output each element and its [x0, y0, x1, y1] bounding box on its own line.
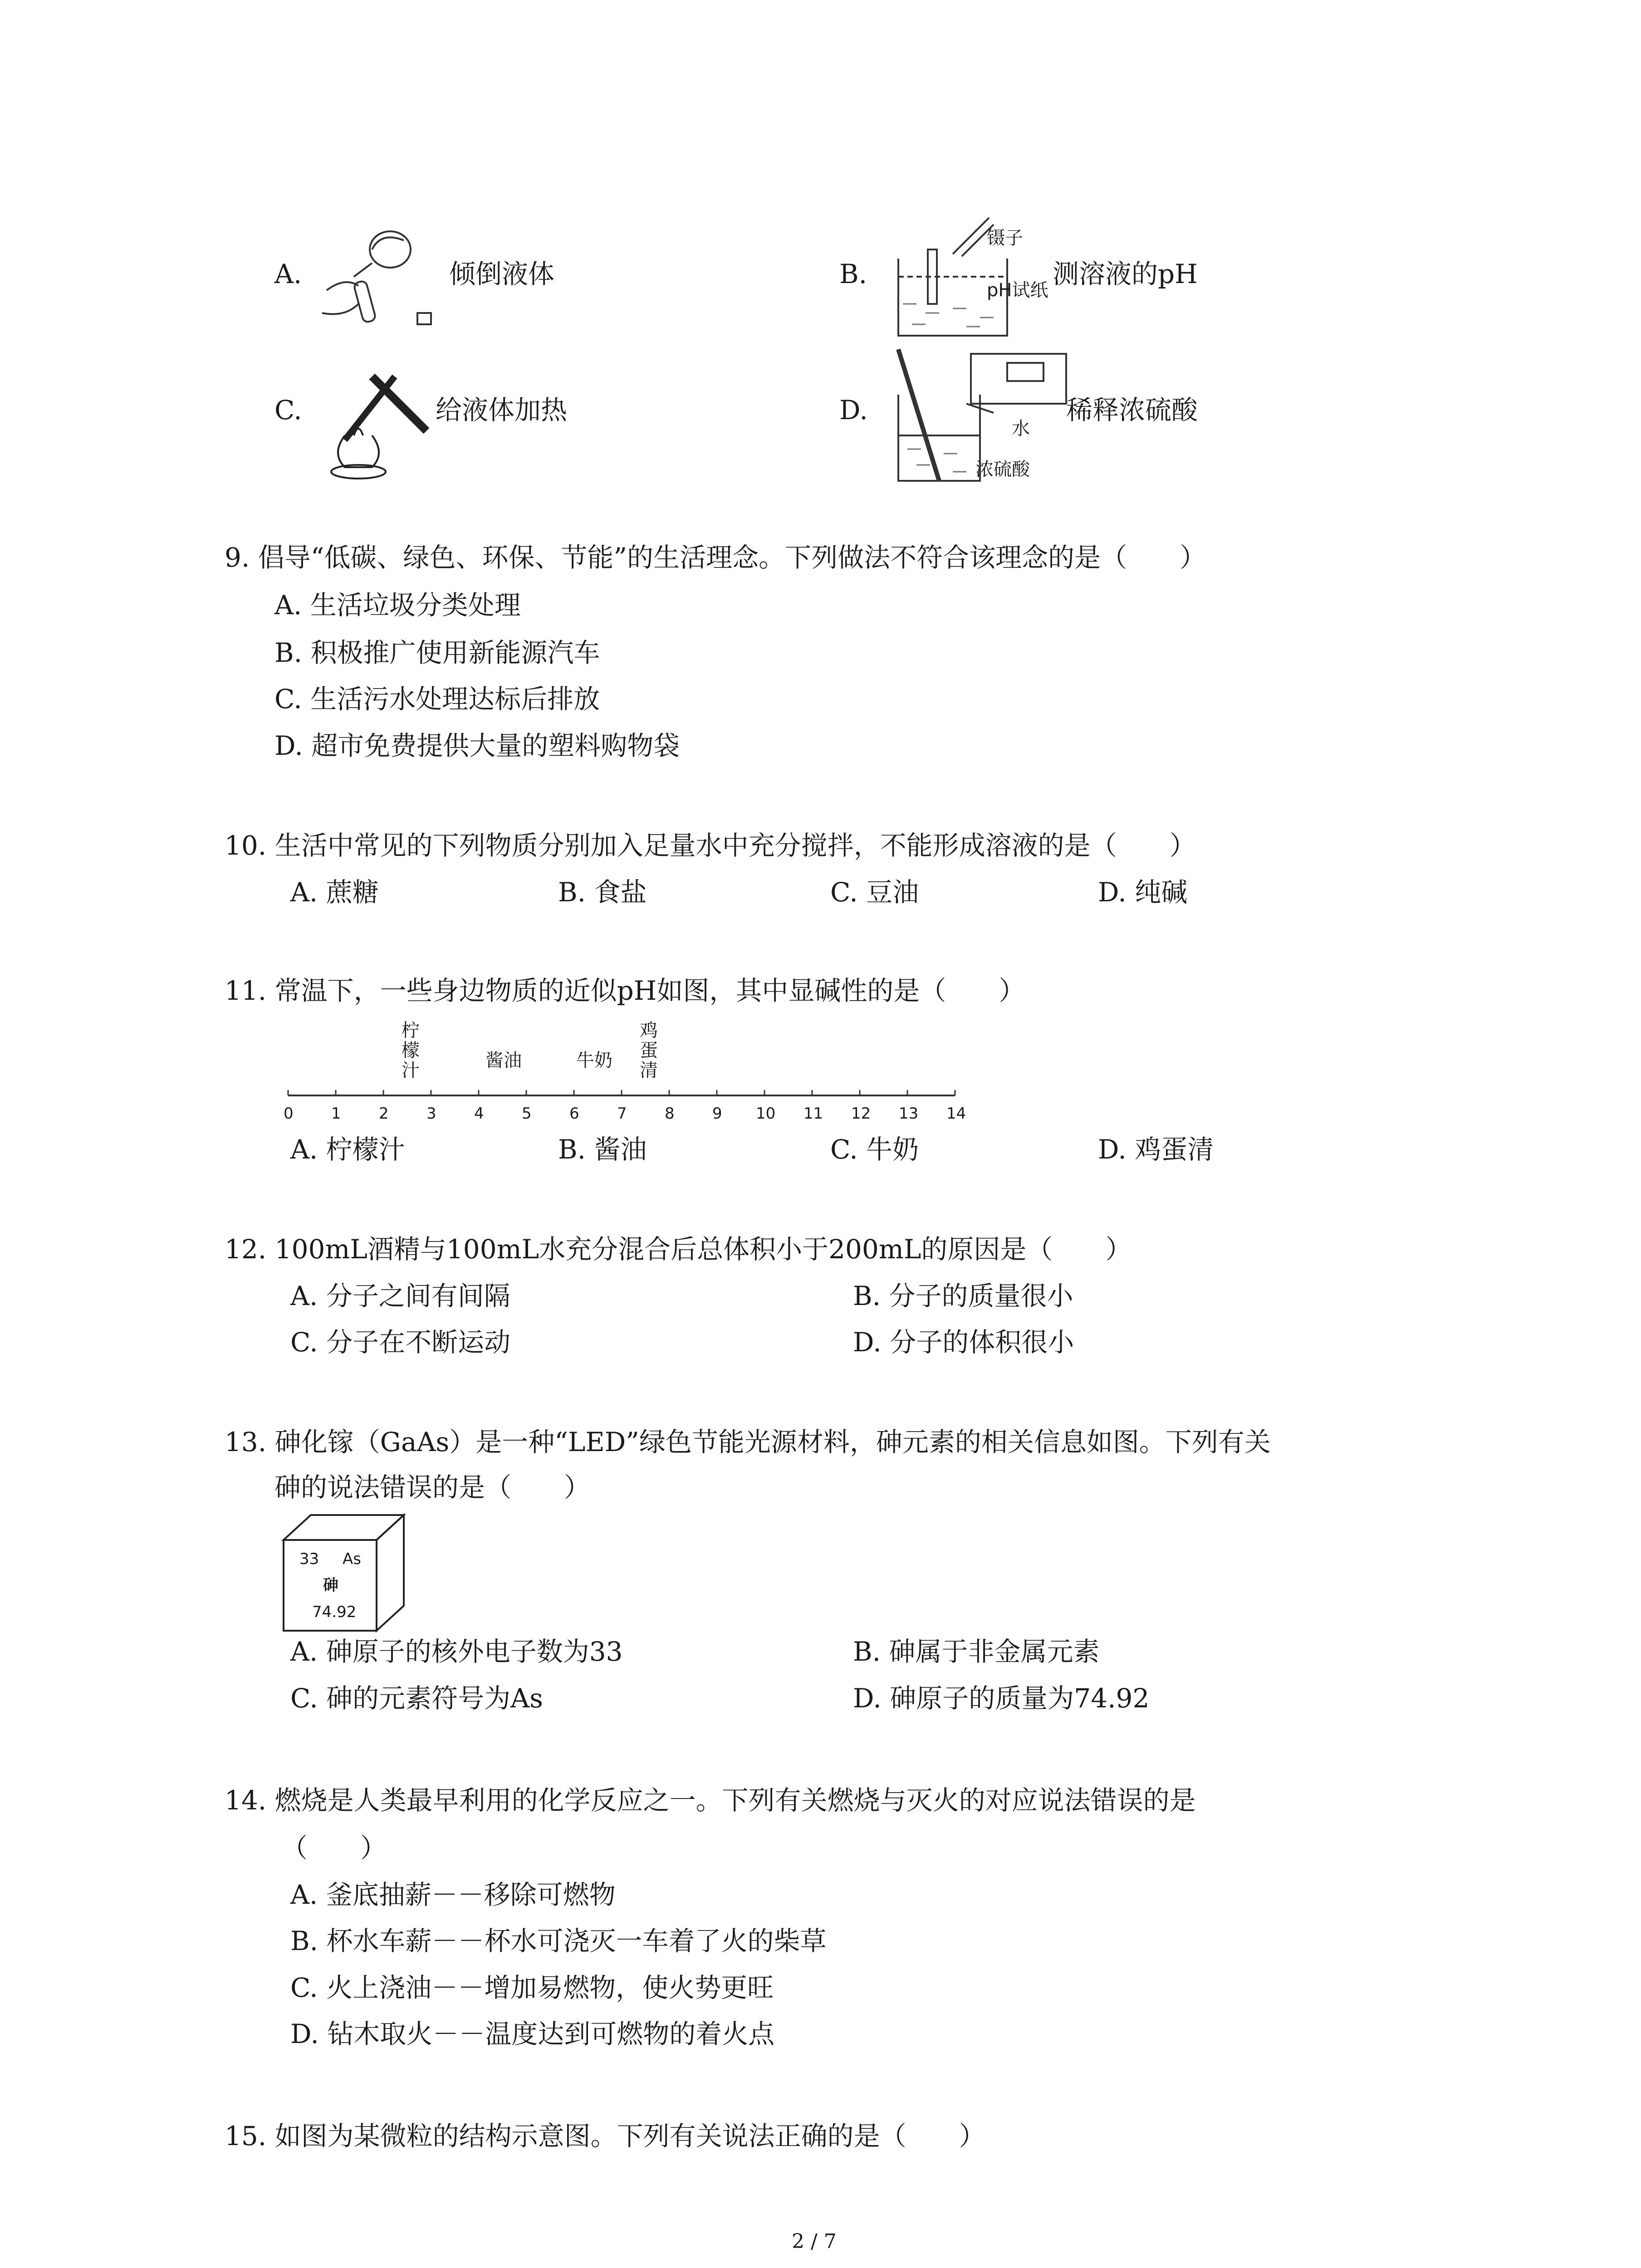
q9-option-b: B. 积极推广使用新能源汽车: [274, 637, 600, 668]
ph-tick-label: 9: [712, 1105, 722, 1123]
ph-tick-label: 5: [522, 1105, 532, 1123]
ph-tick-label: 0: [284, 1105, 294, 1123]
q9-stem: 9. 倡导“低碳、绿色、环保、节能”的生活理念。下列做法不符合该理念的是（ ）: [225, 542, 1206, 573]
q10-option-b: B. 食盐: [558, 877, 647, 908]
q14-stem-line1: 14. 燃烧是人类最早利用的化学反应之一。下列有关燃烧与灭火的对应说法错误的是: [225, 1785, 1196, 1816]
heat-liquid-figure: [318, 358, 436, 481]
ph-paper-label: pH试纸: [987, 280, 1048, 301]
q9-option-d: D. 超市免费提供大量的塑料购物袋: [274, 730, 680, 761]
ph-tick-label: 7: [617, 1105, 627, 1123]
ph-tick-label: 13: [899, 1105, 919, 1123]
q11-option-c: C. 牛奶: [830, 1134, 919, 1165]
q8-option-a-text: 倾倒液体: [449, 259, 555, 289]
q8-option-c-text: 给液体加热: [436, 395, 568, 425]
q12-stem: 12. 100mL酒精与100mL水充分混合后总体积小于200mL的原因是（ ）: [225, 1234, 1132, 1265]
q14-option-c: C. 火上浇油－－增加易燃物，使火势更旺: [290, 1972, 774, 2003]
q15-stem: 15. 如图为某微粒的结构示意图。下列有关说法正确的是（ ）: [225, 2121, 985, 2151]
q14-option-a: A. 釜底抽薪－－移除可燃物: [290, 1879, 616, 1910]
q12-option-b: B. 分子的质量很小: [853, 1281, 1073, 1311]
ph-tick-label: 10: [756, 1105, 776, 1123]
q8-option-b-letter: B.: [839, 259, 867, 289]
q13-option-c: C. 砷的元素符号为As: [290, 1683, 543, 1714]
q12-option-c: C. 分子在不断运动: [290, 1327, 511, 1358]
ph-tick-label: 6: [569, 1105, 579, 1123]
q8-option-b-text: 测溶液的pH: [1053, 259, 1198, 289]
acid-label: 浓硫酸: [975, 459, 1030, 480]
q12-option-d: D. 分子的体积很小: [853, 1327, 1074, 1358]
page-number: 2 / 7: [792, 2230, 837, 2253]
q13-option-b: B. 砷属于非金属元素: [853, 1636, 1100, 1667]
ph-tick-label: 2: [379, 1105, 389, 1123]
ph-tick-label: 12: [851, 1105, 871, 1123]
ph-tick-label: 14: [946, 1105, 966, 1123]
ph-scale-axis: [281, 1089, 971, 1102]
q11-option-b: B. 酱油: [558, 1134, 647, 1165]
q14-stem-line2: （ ）: [281, 1833, 387, 1863]
tweezers-label: 镊子: [987, 228, 1023, 249]
element-symbol: As: [343, 1550, 361, 1568]
q10-stem: 10. 生活中常见的下列物质分别加入足量水中充分搅拌，不能形成溶液的是（ ）: [225, 830, 1196, 861]
q13-stem-line1: 13. 砷化镓（GaAs）是一种“LED”绿色节能光源材料，砷元素的相关信息如图。下列有关: [225, 1427, 1271, 1457]
water-label: 水: [1012, 418, 1030, 439]
q10-option-c: C. 豆油: [830, 877, 919, 908]
scale-label-egg: 鸡蛋清: [640, 1020, 658, 1081]
q10-option-d: D. 纯碱: [1098, 877, 1188, 908]
scale-label-lemon: 柠檬汁: [402, 1020, 420, 1081]
q11-option-d: D. 鸡蛋清: [1098, 1134, 1214, 1165]
ph-tick-label: 8: [665, 1105, 675, 1123]
ph-tick-label: 3: [426, 1105, 436, 1123]
q13-option-d: D. 砷原子的质量为74.92: [853, 1683, 1150, 1714]
q14-option-b: B. 杯水车薪－－杯水可浇灭一车着了火的柴草: [290, 1926, 827, 1956]
q13-option-a: A. 砷原子的核外电子数为33: [290, 1636, 623, 1667]
q9-option-c: C. 生活污水处理达标后排放: [274, 684, 600, 714]
q14-option-d: D. 钻木取火－－温度达到可燃物的着火点: [290, 2019, 775, 2049]
element-mass: 74.92: [312, 1603, 357, 1621]
q8-option-c-letter: C.: [274, 395, 302, 425]
element-name: 砷: [323, 1576, 338, 1594]
scale-label-milk: 牛奶: [576, 1050, 612, 1071]
ph-tick-label: 4: [474, 1105, 484, 1123]
q8-option-a-letter: A.: [274, 259, 302, 289]
q9-option-a: A. 生活垃圾分类处理: [274, 590, 521, 621]
pour-liquid-figure: [318, 222, 449, 336]
ph-tick-label: 11: [803, 1105, 823, 1123]
q11-stem: 11. 常温下，一些身边物质的近似pH如图，其中显碱性的是（ ）: [225, 975, 1025, 1006]
scale-label-soy: 酱油: [485, 1050, 522, 1071]
ph-tick-label: 1: [331, 1105, 341, 1123]
q11-option-a: A. 柠檬汁: [290, 1134, 405, 1165]
element-atomic-number: 33: [299, 1550, 319, 1568]
q12-option-a: A. 分子之间有间隔: [290, 1281, 510, 1311]
q10-option-a: A. 蔗糖: [290, 877, 379, 908]
q8-option-d-text: 稀释浓硫酸: [1066, 395, 1198, 425]
q8-option-d-letter: D.: [839, 395, 868, 425]
q13-stem-line2: 砷的说法错误的是（ ）: [274, 1472, 591, 1503]
